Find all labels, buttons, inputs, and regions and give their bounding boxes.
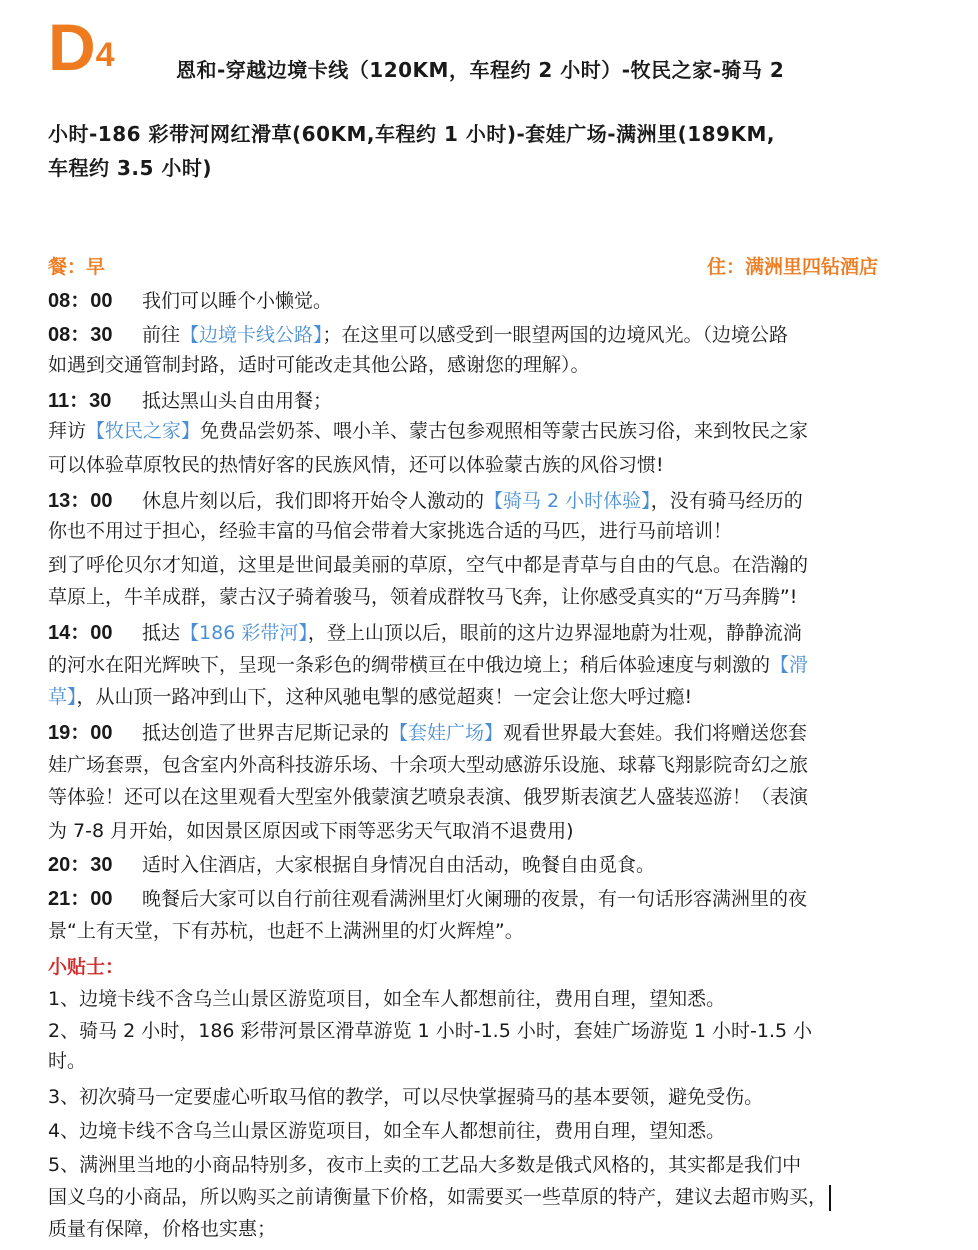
schedule-1130 bbox=[48, 388, 332, 414]
text-1400-post: ，登上山顶以后，眼前的这片边界湿地蔚为壮观，静静流淌 bbox=[307, 622, 802, 644]
text-cursor bbox=[829, 1185, 831, 1211]
text-2100: 晚餐后大家可以自行前往观看满洲里灯火阑珊的夜景，有一句话形容满洲里的夜 bbox=[142, 888, 808, 910]
day-letter: D bbox=[48, 10, 96, 84]
text-2030: 适时入住酒店，大家根据自身情况自由活动，晚餐自由觅食。 bbox=[142, 854, 656, 876]
text-1900-c3: 为 7-8 月开始，如因景区原因或下雨等恶劣天气取消不退费用) bbox=[48, 820, 574, 842]
tip-2b: 时。 bbox=[48, 1050, 87, 1072]
highlight-herdsman-home: 【牧民之家】 bbox=[86, 420, 201, 442]
time-1400: 14：00 bbox=[48, 622, 113, 644]
highlight-horse-riding: 【骑马 2 小时体验】 bbox=[484, 490, 651, 512]
day-badge bbox=[48, 10, 115, 84]
visit-line bbox=[48, 418, 808, 444]
text-1900-pre: 抵达创造了世界吉尼斯记录的 bbox=[142, 722, 390, 744]
tip-1: 1、边境卡线不含乌兰山景区游览项目，如全车人都想前往，费用自理，望知悉。 bbox=[48, 988, 726, 1010]
text-1900-post: 观看世界最大套娃。我们将赠送您套 bbox=[503, 722, 808, 744]
text-1130: 抵达黑山头自由用餐； bbox=[142, 390, 333, 412]
grassland-line-1: 到了呼伦贝尔才知道，这里是世间最美丽的草原，空气中都是青草与自由的气息。在浩瀚的 bbox=[48, 554, 809, 576]
title-line-2: 小时-186 彩带河网红滑草(60KM,车程约 1 小时)-套娃广场-满洲里(189KM, bbox=[48, 122, 775, 146]
highlight-grass-sliding-b: 草】 bbox=[48, 686, 77, 708]
schedule-2100 bbox=[48, 886, 807, 912]
text-1400-pre: 抵达 bbox=[142, 622, 181, 644]
text-1300-post: ，没有骑马经历的 bbox=[650, 490, 803, 512]
text-1400-cont2-post: ，从山顶一路冲到山下，这种风驰电掣的感觉超爽！一定会让您大呼过瘾! bbox=[76, 686, 693, 708]
highlight-rainbow-river: 【186 彩带河】 bbox=[180, 622, 308, 644]
time-0830: 08：30 bbox=[48, 324, 113, 346]
time-1900: 19：00 bbox=[48, 722, 113, 744]
text-1400-cont2 bbox=[48, 684, 692, 710]
highlight-matryoshka-square: 【套娃广场】 bbox=[389, 722, 504, 744]
text-1300-pre: 休息片刻以后，我们即将开始令人激动的 bbox=[142, 490, 485, 512]
tip-3: 3、初次骑马一定要虚心听取马倌的教学，可以尽快掌握骑马的基本要领，避免受伤。 bbox=[48, 1086, 764, 1108]
time-1300: 13：00 bbox=[48, 490, 113, 512]
tips-title: 小贴士： bbox=[48, 956, 125, 978]
tip-5a: 5、满洲里当地的小商品特别多，夜市上卖的工艺品大多数是俄式风格的，其实都是我们中 bbox=[48, 1154, 802, 1176]
schedule-1400 bbox=[48, 620, 802, 646]
tip-5b-row bbox=[48, 1184, 831, 1211]
text-0830-post: ；在这里可以感受到一眼望两国的边境风光。（边境公路 bbox=[322, 324, 789, 346]
text-1900-c1: 娃广场套票，包含室内外高科技游乐场、十余项大型动感游乐设施、球幕飞翔影院奇幻之旅 bbox=[48, 754, 809, 776]
grassland-line-2: 草原上，牛羊成群，蒙古汉子骑着骏马，领着成群牧马飞奔，让你感受真实的“万马奔腾”! bbox=[48, 586, 798, 608]
highlight-border-road: 【边境卡线公路】 bbox=[180, 324, 323, 346]
time-0800: 08：00 bbox=[48, 290, 113, 312]
visit-post: 免费品尝奶茶、喂小羊、蒙古包参观照相等蒙古民族习俗，来到牧民之家 bbox=[200, 420, 809, 442]
text-0830-pre: 前往 bbox=[142, 324, 181, 346]
meal-info: 餐：早 bbox=[48, 256, 106, 278]
hotel-info: 住：满洲里四钻酒店 bbox=[706, 256, 878, 278]
text-1400-cont bbox=[48, 652, 808, 678]
time-1130: 11：30 bbox=[48, 390, 112, 412]
text-2100-cont: 景“上有天堂，下有苏杭，也赶不上满洲里的灯火辉煌”。 bbox=[48, 920, 524, 942]
tip-5b: 国义乌的小商品，所以购买之前请衡量下价格，如需要买一些草原的特产，建议去超市购买， bbox=[48, 1186, 828, 1208]
schedule-0800 bbox=[48, 288, 332, 314]
time-2100: 21：00 bbox=[48, 888, 113, 910]
title-line-3: 车程约 3.5 小时) bbox=[48, 156, 212, 180]
day-number: 4 bbox=[95, 36, 115, 74]
tip-2a: 2、骑马 2 小时，186 彩带河景区滑草游览 1 小时-1.5 小时，套娃广场游览 1 小时-1.5 小 bbox=[48, 1020, 813, 1042]
tip-4: 4、边境卡线不含乌兰山景区游览项目，如全车人都想前往，费用自理，望知悉。 bbox=[48, 1120, 726, 1142]
visit-cont: 可以体验草原牧民的热情好客的民族风情，还可以体验蒙古族的风俗习惯! bbox=[48, 454, 664, 476]
text-1900-c2: 等体验！还可以在这里观看大型室外俄蒙演艺喷泉表演、俄罗斯表演艺人盛装巡游！（表演 bbox=[48, 786, 809, 808]
text-1300-cont: 你也不用过于担心，经验丰富的马倌会带着大家挑选合适的马匹，进行马前培训！ bbox=[48, 520, 733, 542]
schedule-0830 bbox=[48, 322, 788, 348]
tip-5c: 质量有保障，价格也实惠； bbox=[48, 1218, 277, 1240]
schedule-2030 bbox=[48, 852, 655, 878]
schedule-1300 bbox=[48, 488, 803, 514]
text-1400-cont-pre: 的河水在阳光辉映下，呈现一条彩色的绸带横亘在中俄边境上；稍后体验速度与刺激的 bbox=[48, 654, 771, 676]
schedule-1900 bbox=[48, 720, 807, 746]
text-0830-cont: 如遇到交通管制封路，适时可能改走其他公路，感谢您的理解）。 bbox=[48, 354, 590, 376]
time-2030: 20：30 bbox=[48, 854, 113, 876]
visit-pre: 拜访 bbox=[48, 420, 87, 442]
highlight-grass-sliding-a: 【滑 bbox=[770, 654, 809, 676]
text-0800: 我们可以睡个小懒觉。 bbox=[142, 290, 333, 312]
title-line-1: 恩和-穿越边境卡线（120KM，车程约 2 小时）-牧民之家-骑马 2 bbox=[176, 58, 785, 82]
